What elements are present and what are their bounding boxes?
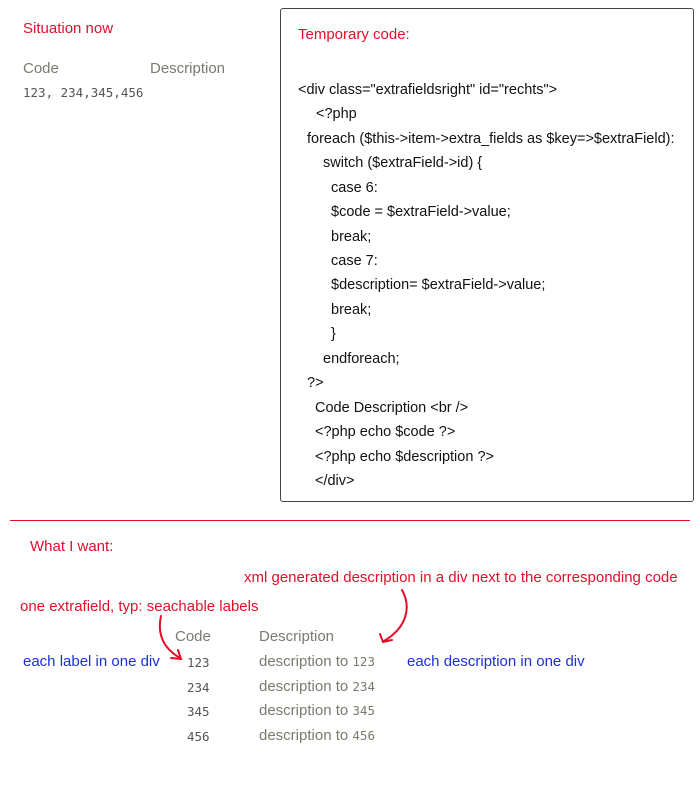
code-line: Code Description <br /> <box>315 400 469 416</box>
code-line: <?php echo $description ?> <box>315 449 494 465</box>
code-line: ?> <box>307 375 324 391</box>
arrow-extrafield-to-code <box>160 616 180 658</box>
code-line: endforeach; <box>323 351 400 367</box>
code-line: case 6: <box>331 180 378 196</box>
row-code: 456 <box>187 729 210 744</box>
want-description-header: Description <box>259 628 335 645</box>
row-description: description to 345 <box>259 702 375 719</box>
code-line: </div> <box>315 473 355 489</box>
code-line: $code = $extraField->value; <box>331 204 511 220</box>
want-code-header: Code <box>175 628 211 645</box>
code-line: break; <box>331 229 372 245</box>
code-box-title: Temporary code: <box>298 26 410 43</box>
description-annotation: each description in one div <box>407 653 585 670</box>
row-code: 345 <box>187 704 210 719</box>
code-line: case 7: <box>331 253 378 269</box>
situation-heading: Situation now <box>23 20 114 37</box>
code-line: <?php <box>316 106 357 122</box>
code-line: <div class="extrafieldsright" id="rechts"> <box>298 82 558 98</box>
label-annotation: each label in one div <box>23 653 160 670</box>
xml-description-annotation: xml generated description in a div next to the corresponding code <box>244 569 678 586</box>
code-line: $description= $extraField->value; <box>331 277 546 293</box>
row-description: description to 123 <box>259 653 375 670</box>
row-code: 234 <box>187 680 210 695</box>
situation-description-header: Description <box>150 60 226 77</box>
row-description: description to 456 <box>259 727 375 744</box>
situation-code-header: Code <box>23 60 59 77</box>
want-heading: What I want: <box>30 538 114 555</box>
row-description: description to 234 <box>259 678 375 695</box>
row-code: 123 <box>187 655 210 670</box>
extrafield-annotation: one extrafield, typ: seachable labels <box>20 598 259 615</box>
code-line: } <box>331 326 336 342</box>
code-line: break; <box>331 302 372 318</box>
code-line: switch ($extraField->id) { <box>323 155 483 171</box>
arrow-xml-to-description <box>384 590 407 641</box>
situation-codes: 123, 234,345,456 <box>23 85 144 100</box>
code-line: foreach ($this->item->extra_fields as $key=>$extraField): <box>307 131 675 147</box>
code-line: <?php echo $code ?> <box>315 424 456 440</box>
